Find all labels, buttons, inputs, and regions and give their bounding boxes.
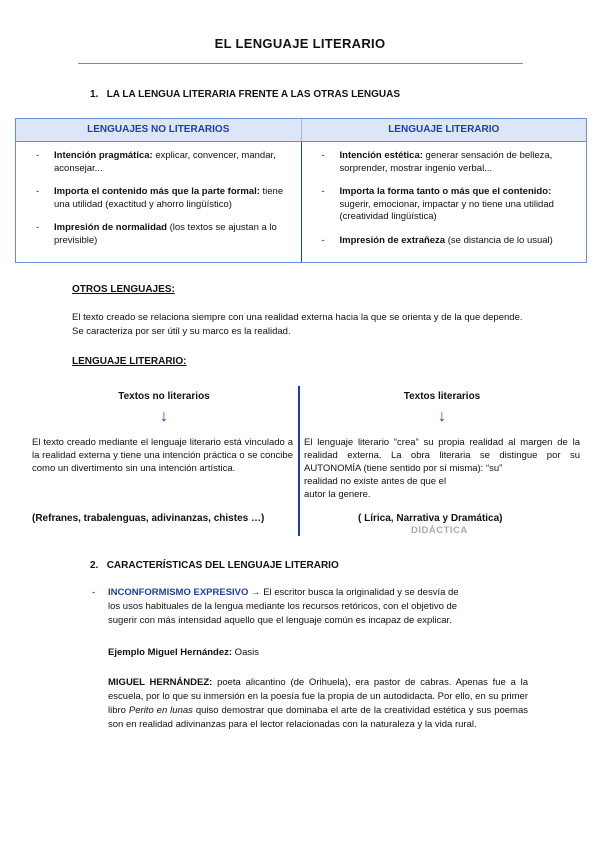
page-title: EL LENGUAJE LITERARIO	[214, 36, 386, 51]
non-literary-examples: (Refranes, trabalenguas, adivinanzas, chistes …)	[32, 513, 265, 524]
list-item: - Intención estética: generar sensación de belleza, sorprender, mostrar ingenio verbal...	[321, 150, 553, 174]
table-header-literary: LENGUAJE LITERARIO	[388, 124, 500, 135]
table-column-literary	[302, 142, 587, 262]
example-line	[108, 647, 259, 658]
bullet-dash: -	[92, 587, 96, 598]
list-item: - Impresión de extrañeza (se distancia de lo usual)	[321, 234, 553, 246]
list-item: - Impresión de normalidad (los textos se ajustan a lo previsible)	[36, 222, 277, 246]
inconformismo-paragraph: INCONFORMISMO EXPRESIVO → El escritor busca la originalidad y se desvía de los usos habituales de la lengua mediante los recursos retóricos, con el objetivo de sugerir con más intensidad aquello que el lenguaje común es incapaz de explicar.	[108, 587, 459, 626]
section-1-heading	[90, 89, 400, 100]
otros-lenguajes-text: El texto creado se relaciona siempre con una realidad externa hacia la que se orienta y de la que depende. Se caracteriza por ser útil y su marco es la realidad.	[72, 312, 523, 337]
non-literary-texts-description: El texto creado mediante el lenguaje literario está vinculado a la realidad externa y tiene una intención práctica o se concibe como un divertimento sin una intención artística.	[32, 437, 293, 474]
book-title: Perito en lunas	[128, 705, 193, 716]
section-2-heading	[90, 560, 339, 571]
down-arrow-icon: ↓	[160, 408, 168, 425]
didactica-label: DIDÁCTICA	[411, 525, 468, 536]
biography-name: MIGUEL HERNÁNDEZ:	[108, 677, 213, 688]
literary-texts-title: Textos literarios	[403, 391, 481, 402]
literary-texts-line-2: realidad no existe antes de que el	[304, 476, 447, 487]
section-1-title: LA LA LENGUA LITERARIA FRENTE A LAS OTRAS LENGUAS	[106, 89, 401, 100]
literary-examples: ( Lírica, Narrativa y Dramática)	[358, 513, 503, 524]
list-item: - Intención pragmática: explicar, convencer, mandar, aconsejar...	[36, 150, 276, 174]
section-2-number: 2.	[90, 560, 99, 571]
down-arrow-icon: ↓	[438, 408, 446, 425]
example-value: Oasis	[232, 647, 259, 658]
inconformismo-highlight: INCONFORMISMO EXPRESIVO	[108, 587, 249, 598]
comparison-table	[15, 118, 587, 263]
literary-texts-line-3: autor la genere.	[304, 489, 371, 500]
section-1-number: 1.	[90, 89, 99, 100]
title-divider	[78, 63, 523, 64]
list-item: - Importa el contenido más que la parte formal: tiene una utilidad (exactitud y ahorro lingüístico)	[36, 186, 284, 210]
example-label: Ejemplo Miguel Hernández:	[108, 647, 233, 658]
otros-lenguajes-heading: OTROS LENGUAJES:	[72, 284, 175, 295]
lenguaje-literario-heading: LENGUAJE LITERARIO:	[72, 356, 187, 367]
section-2-title: CARACTERÍSTICAS DEL LENGUAJE LITERARIO	[106, 560, 339, 571]
biography-paragraph: MIGUEL HERNÁNDEZ: poeta alicantino (de Orihuela), era pastor de cabras. Apenas fue a la escuela, por lo que su inmersión en la poesía fue la propia de un autodidacta. Por ello, en su primer libro Perito en lunas quiso demostrar que dominaba el arte de la creatividad estética y sus poemas son en realidad adivinanzas para el lector relacionadas con la naturaleza y la vida rural.	[108, 677, 529, 730]
table-header-non-literary: LENGUAJES NO LITERARIOS	[16, 119, 302, 141]
column-divider	[298, 386, 300, 536]
non-literary-texts-title: Textos no literarios	[118, 391, 210, 402]
right-arrow-icon: →	[251, 587, 261, 598]
table-column-non-literary	[16, 142, 302, 262]
list-item: - Importa la forma tanto o más que el contenido: sugerir, emocionar, impactar y no tiene una utilidad (creatividad lingüística)	[321, 186, 554, 222]
literary-texts-description: El lenguaje literario “crea” su propia realidad al margen de la realidad externa. La obra literaria se distingue por su AUTONOMÍA (tiene sentido por sí misma): “su”	[304, 437, 580, 474]
